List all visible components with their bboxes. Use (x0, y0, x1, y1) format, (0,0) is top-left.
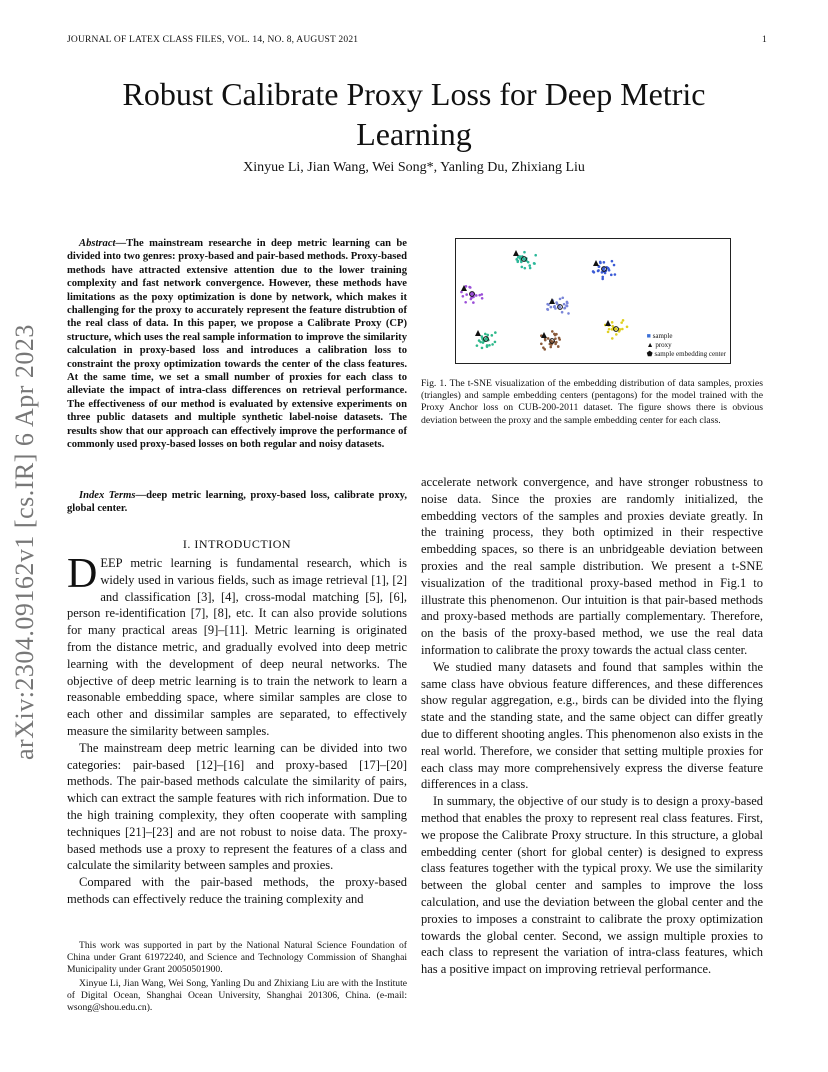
arxiv-stamp: arXiv:2304.09162v1 [cs.IR] 6 Apr 2023 (10, 324, 39, 760)
sample-point (481, 297, 484, 300)
left-column-body (67, 551, 407, 908)
sample-point (553, 306, 556, 309)
figure-legend (647, 332, 726, 359)
drop-cap: D (67, 551, 98, 597)
sample-point (607, 331, 610, 334)
sample-point (567, 312, 570, 315)
sample-point (486, 344, 489, 347)
footnote-funding: This work was supported in part by the National Natural Science Foundation of China under Grant 61972240, and Science and Technology Commission of Shanghai Municipality under Grant 20050501900. (67, 940, 407, 975)
paper-title: Robust Calibrate Proxy Loss for Deep Metric Learning (122, 76, 706, 152)
sample-point (462, 295, 465, 298)
sample-point (478, 339, 481, 342)
sample-point (559, 298, 562, 301)
sample-point (622, 319, 625, 322)
footnote-affiliation: Xinyue Li, Jian Wang, Wei Song, Yanling Du and Zhixiang Liu are with the Institute of Digital Ocean, Shanghai Ocean University, Shanghai 201306, China. (e-mail: wsong@shou.edu.cn). (67, 978, 407, 1013)
sample-point (494, 341, 497, 344)
sample-point (554, 334, 557, 337)
intro-paragraph-2: The mainstream deep metric learning can be divided into two categories: pair-based [12]–[16] and proxy-based [17]–[20] methods. The pair-based methods calculate the similarity of pairs, which can extract the sample features with rich information. Due to the high training complexity, they often cooperate with sampling techniques [21]–[23] and are not robust to noise data. The proxy-based methods use a proxy to represent the features of a class and calculate the similarity between samples and proxies. (67, 740, 407, 873)
sample-point (460, 291, 463, 294)
figure-caption: Fig. 1. The t-SNE visualization of the embedding distribution of data samples, proxies (triangles) and sample embedding centers (pentagons) for the model trained with the Proxy Anchor loss on CUB-200-2011 dataset. The figure shows there is obvious deviation between the proxy and the sample embedding center for each class. (421, 378, 763, 426)
sample-point (476, 344, 479, 347)
right-paragraph-1: accelerate network convergence, and have stronger robustness to noise data. Since the proxies are randomly initialized, the embedding vectors of the samples and proxies deviate greatly. In the training process, they both optimized in their respective embedding spaces, so there is an unbridgeable deviation between proxies and the real sample distribution. We present a t-SNE visualization of the traditional proxy-based method in Fig.1 to illustrate this phenomenon. Our intuition is that pair-based methods and proxy-based methods are partially complementary. Therefore, on the basis of the proxy-based method, we use the real data information to calibrate the proxy towards the actual class center. (421, 475, 763, 657)
sample-point (550, 306, 553, 309)
sample-point (469, 286, 472, 289)
sample-point (544, 339, 547, 342)
sample-point (475, 294, 478, 297)
sample-point (611, 325, 614, 328)
abstract-label: Abstract (79, 238, 116, 249)
sample-point (604, 272, 607, 275)
sample-point (543, 348, 546, 351)
sample-point (488, 344, 491, 347)
right-paragraph-3: In summary, the objective of our study is to design a proxy-based method that enables the proxy to represent real class features. First, we propose the Calibrate Proxy structure. In this structure, a global embedding center (short for global center) is designed to express class features together with the typical proxy. We use the similarity between the global center and samples to improve the loss calculation, and use the deviation between the global center and the proxies to imposes a constraint to calibrate the proxy optimization towards the global center. Second, we assign multiple proxies to each class to represent the variation of intra-class features, which has a positive impact on improving retrieval performance. (421, 794, 763, 977)
intro-paragraph-1: DEEP metric learning is fundamental research, which is widely used in various fields, such as image retrieval [1], [2] and classification [3], [4], cross-modal matching [5], [6], person re-identification [7], [8], etc. It can also provide solutions for many practical areas [9]–[11]. Metric learning is originated from the distance metric, and gradually evolved into deep metric learning with the development of deep neural networks. The objective of deep metric learning is to train the network to learn a reasonable embedding space, where similar samples are close to each other and dissimilar samples are separated, to effectively measure the similarity between samples. (67, 551, 407, 738)
sample-point (549, 346, 552, 349)
sample-point (566, 301, 569, 304)
abstract (67, 237, 407, 452)
right-paragraph-2: We studied many datasets and found that samples within the same class have obvious feature differences, and these differences show regular aggregation, e.g., birds can be divided into the flying state and the standing state, and the same object can differ greatly due to different shooting angles. This phenomenon also exists in the real world. Therefore, we consider that setting multiple proxies for each class may more comprehensively express the diverse feature differences in a class. (421, 659, 763, 792)
sample-point (565, 304, 568, 307)
sample-point (615, 333, 618, 336)
sample-point (484, 333, 487, 336)
index-terms (67, 489, 407, 516)
sample-point (540, 342, 543, 345)
sample-point (534, 254, 537, 257)
sample-point (521, 266, 524, 269)
sample-point (613, 264, 616, 267)
sample-point (491, 334, 494, 337)
sample-point (546, 308, 549, 311)
sample-point (546, 303, 549, 306)
author-list: Xinyue Li, Jian Wang, Wei Song*, Yanling Du, Zhixiang Liu (243, 160, 585, 175)
section-heading-introduction: I. INTRODUCTION (182, 537, 292, 551)
sample-point (592, 270, 595, 273)
sample-point (599, 261, 602, 264)
sample-point (557, 345, 560, 348)
sample-point (556, 302, 559, 305)
sample-point (494, 331, 497, 334)
sample-point (626, 325, 629, 328)
sample-point (561, 311, 564, 314)
legend-item-center: ⬟ sample embedding center (646, 350, 726, 358)
sample-point (608, 328, 611, 331)
sample-point (602, 268, 605, 271)
sample-point (603, 261, 606, 264)
sample-point (621, 328, 624, 331)
sample-point (519, 255, 522, 258)
sample-point (547, 337, 550, 340)
sample-point (614, 273, 617, 276)
sample-point (478, 294, 481, 297)
sample-point (558, 338, 561, 341)
sample-point (564, 307, 567, 310)
sample-point (550, 340, 553, 343)
abstract-text: —The mainstream researche in deep metric learning can be divided into two genres: proxy-based and pair-based methods. Proxy-based methods have attracted extensive attention due to the lower training complexity and fast network convergence. However, these methods have limitations as the poxy optimization is done by network, which makes it challenging for the proxy to accurately represent the feature distrubtion of the real class of data. In this paper, we propose a Calibrate Proxy (CP) structure, which uses the real sample information to improve the similarity calculation in proxy-based loss and introduces a calibration loss to constraint the proxy optimization towards the center of the class features. At the same time, we set a small number of proxies for each class to alleviate the impact of intra-class differences on retrieval performance. The effectiveness of our method is evaluated by extensive experiments on three public datasets and multiple synthetic label-noise datasets. The results show that our approach can effectively improve the performance of commonly used proxy-based losses on both regular and noisy datasets. (67, 238, 407, 451)
index-terms-text: —deep metric learning, proxy-based loss, calibrate proxy, global center. (67, 490, 407, 515)
proxy-marker (593, 260, 599, 266)
sample-point (620, 321, 623, 324)
sample-point (486, 334, 489, 337)
sample-point (491, 343, 494, 346)
footnotes (67, 940, 407, 1017)
sample-point (529, 267, 532, 270)
sample-point (611, 260, 614, 263)
sample-point (611, 337, 614, 340)
sample-point (472, 301, 475, 304)
page-number: 1 (762, 35, 767, 45)
sample-point (527, 261, 530, 264)
right-column-body (421, 474, 763, 978)
index-terms-label: Index Terms (79, 490, 136, 501)
sample-point (611, 321, 614, 324)
proxy-marker (475, 330, 481, 336)
sample-point (516, 260, 519, 263)
intro-paragraph-3: Compared with the pair-based methods, the proxy-based methods can effectively reduce the training complexity and (67, 875, 407, 906)
journal-name: JOURNAL OF LATEX CLASS FILES, VOL. 14, NO. 8, AUGUST 2021 (67, 35, 359, 45)
sample-point (597, 269, 600, 272)
proxy-marker (549, 298, 555, 304)
sample-point (465, 293, 468, 296)
sample-point (481, 347, 484, 350)
sample-point (607, 268, 610, 271)
legend-item-sample: ■ sample (646, 332, 673, 340)
sample-point (551, 330, 554, 333)
sample-point (601, 278, 604, 281)
sample-point (610, 274, 613, 277)
figure-tsne-plot (455, 238, 731, 364)
sample-point (464, 301, 467, 304)
sample-point (528, 264, 531, 267)
proxy-marker (605, 320, 611, 326)
sample-point (561, 296, 564, 299)
sample-point (563, 303, 566, 306)
running-header (67, 35, 767, 45)
sample-point (524, 267, 527, 270)
legend-item-proxy: ▲ proxy (646, 341, 672, 349)
sample-point (523, 251, 526, 254)
proxy-marker (513, 250, 519, 256)
sample-point (555, 341, 558, 344)
sample-point (533, 262, 536, 265)
sample-point (559, 306, 562, 309)
